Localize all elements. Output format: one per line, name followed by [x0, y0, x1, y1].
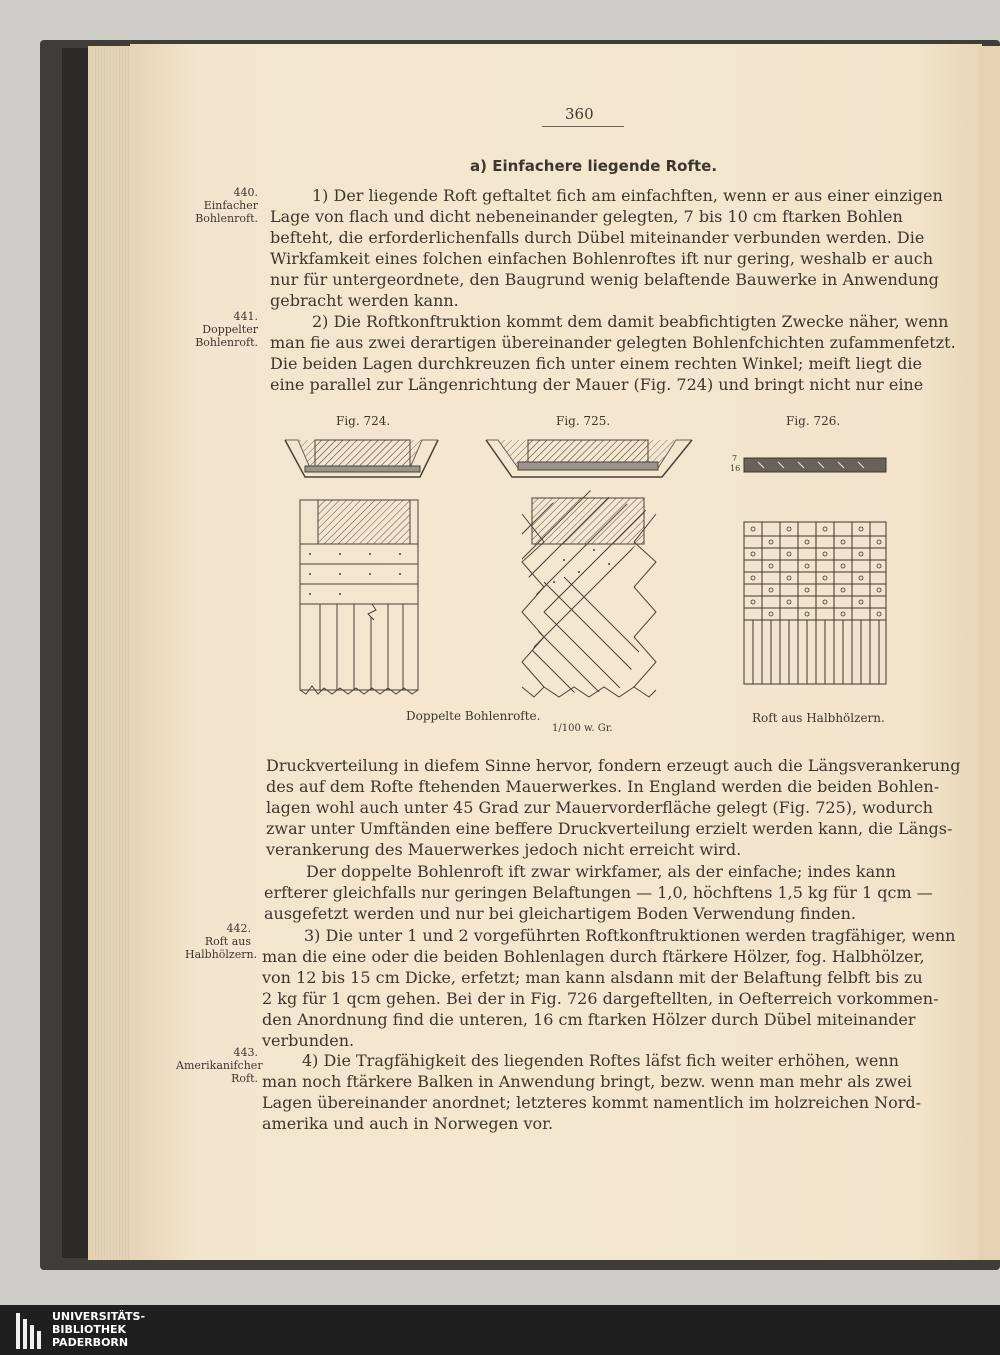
figure-caption-right: Roft aus Halbhölzern. [752, 711, 885, 725]
text-line: von 12 bis 15 cm Dicke, erfetzt; man kann alsdann mit der Belaftung felbft bis zu [262, 968, 923, 987]
text-line: erfterer gleichfalls nur geringen Belaftungen — 1,0, höchftens 1,5 kg für 1 qcm — [264, 883, 933, 902]
header-rule [542, 126, 624, 127]
figure-726-drawing [728, 448, 893, 693]
text-line: man die eine oder die beiden Bohlenlagen durch ftärkere Hölzer, fog. Halbhölzer, [262, 947, 925, 966]
figure-scale: 1/100 w. Gr. [552, 723, 613, 734]
margin-note-441 [190, 310, 258, 349]
margin-note-number: 443. [233, 1046, 258, 1059]
text-line: man fie aus zwei derartigen übereinander gelegten Bohlenfchichten zufammenfetzt. [270, 333, 956, 352]
margin-note-line: Bohlenroft. [195, 336, 258, 349]
text-line: des auf dem Rofte ftehenden Mauerwerkes. In England werden die beiden Bohlen- [266, 777, 940, 796]
text-line: Lagen übereinander anordnet; letzteres kommt namentlich im holzreichen Nord- [262, 1093, 922, 1112]
right-page-edge [978, 46, 1000, 1260]
library-logo-icon [16, 1313, 46, 1349]
text-line: verankerung des Mauerwerkes jedoch nicht erreicht wird. [266, 840, 742, 859]
dimension-label-7: 7 [732, 454, 738, 463]
figure-725-drawing [484, 432, 694, 707]
text-line: den Anordnung find die unteren, 16 cm ftarken Hölzer durch Dübel miteinander [262, 1010, 916, 1029]
text-line: 3) Die unter 1 und 2 vorgeführten Roftkonftruktionen werden tragfähiger, wenn [304, 926, 956, 945]
text-line: 2) Die Roftkonftruktion kommt dem damit beabfichtigten Zwecke näher, wenn [312, 312, 949, 331]
margin-note-line: Doppelter [202, 323, 258, 336]
text-line: Lage von flach und dicht nebeneinander gelegten, 7 bis 10 cm ftarken Bohlen [270, 207, 903, 226]
text-line: 2 kg für 1 qcm gehen. Bei der in Fig. 726 dargeftellten, in Oefterreich vorkommen- [262, 989, 939, 1008]
figure-label-726: Fig. 726. [786, 414, 841, 428]
margin-note-line: Halbhölzern. [185, 948, 258, 961]
margin-note-line: Roft. [231, 1072, 258, 1085]
margin-note-line: Roft aus [204, 935, 251, 948]
figure-label-724: Fig. 724. [336, 414, 391, 428]
text-line: 1) Der liegende Roft geftaltet fich am einfachften, wenn er aus einer einzigen [312, 186, 943, 205]
figure-caption-left: Doppelte Bohlenrofte. [406, 709, 541, 723]
text-line: Wirkfamkeit eines folchen einfachen Bohlenroftes ift nur gering, weshalb er auch [270, 249, 934, 268]
figure-label-725: Fig. 725. [556, 414, 611, 428]
text-line: Druckverteilung in diefem Sinne hervor, fondern erzeugt auch die Längsverankerung [266, 756, 961, 775]
margin-note-number: 440. [233, 186, 258, 199]
dimension-label-16: 16 [730, 464, 741, 473]
library-name-line: PADERBORN [52, 1336, 129, 1349]
margin-note-442 [185, 922, 258, 961]
margin-note-443 [176, 1046, 263, 1085]
figure-724-drawing [280, 432, 440, 702]
margin-note-line: Einfacher [203, 199, 258, 212]
margin-note-line: Amerikanifcher [176, 1059, 263, 1072]
section-title: a) Einfachere liegende Rofte. [470, 157, 718, 175]
library-name-line: UNIVERSITÄTS- [52, 1310, 146, 1323]
library-name-line: BIBLIOTHEK [52, 1323, 127, 1336]
library-footer [0, 1305, 1000, 1355]
text-line: Der doppelte Bohlenroft ift zwar wirkfamer, als der einfache; indes kann [306, 862, 896, 881]
text-line: 4) Die Tragfähigkeit des liegenden Roftes läfst fich weiter erhöhen, wenn [302, 1051, 899, 1070]
text-line: ausgefetzt werden und nur bei gleichartigem Boden Verwendung finden. [264, 904, 856, 923]
text-line: amerika und auch in Norwegen vor. [262, 1114, 554, 1133]
text-line: nur für untergeordnete, den Baugrund wenig belaftende Bauwerke in Anwendung [270, 270, 939, 289]
text-line: man noch ftärkere Balken in Anwendung bringt, bezw. wenn man mehr als zwei [262, 1072, 912, 1091]
text-line: zwar unter Umftänden eine beffere Druckverteilung erzielt werden kann, die Längs- [266, 819, 953, 838]
text-line: befteht, die erforderlichenfalls durch Dübel miteinander verbunden werden. Die [270, 228, 925, 247]
text-line: verbunden. [262, 1031, 355, 1050]
page-number: 360 [565, 105, 594, 123]
margin-note-number: 441. [233, 310, 258, 323]
text-line: lagen wohl auch unter 45 Grad zur Mauervorderfläche gelegt (Fig. 725), wodurch [266, 798, 933, 817]
margin-note-line: Bohlenroft. [195, 212, 258, 225]
library-name [52, 1310, 145, 1349]
text-line: eine parallel zur Längenrichtung der Mauer (Fig. 724) und bringt nicht nur eine [270, 375, 924, 394]
margin-note-440 [190, 186, 258, 225]
margin-note-number: 442. [226, 922, 251, 935]
text-line: gebracht werden kann. [270, 291, 459, 310]
text-line: Die beiden Lagen durchkreuzen fich unter einem rechten Winkel; meift liegt die [270, 354, 922, 373]
